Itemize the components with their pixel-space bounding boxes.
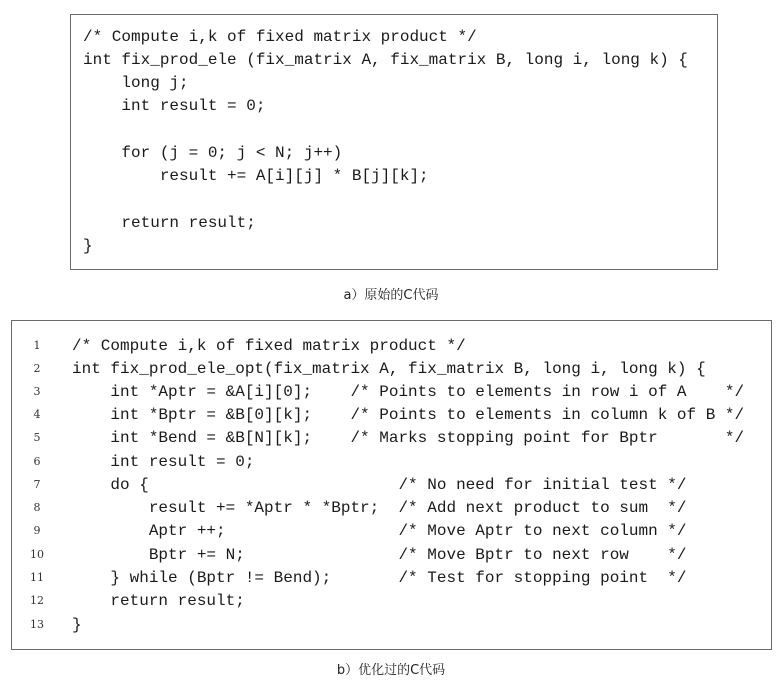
code-line: return result; — [83, 214, 256, 232]
code-line: } — [72, 616, 82, 634]
code-line: int *Bptr = &B[0][k]; /* Points to elements in column k of B */ — [72, 406, 745, 424]
code-line: /* Compute i,k of fixed matrix product */ — [83, 28, 477, 46]
code-line: int *Aptr = &A[i][0]; /* Points to elements in row i of A */ — [72, 383, 745, 401]
code-line: return result; — [72, 592, 245, 610]
line-number: 13 — [30, 618, 44, 631]
line-number: 12 — [30, 594, 44, 607]
line-number: 2 — [33, 362, 41, 375]
line-number: 3 — [33, 385, 41, 398]
code-line: do { /* No need for initial test */ — [72, 476, 687, 494]
line-number: 6 — [33, 455, 41, 468]
code-line: for (j = 0; j < N; j++) — [83, 144, 343, 162]
line-number: 4 — [33, 408, 41, 421]
code-line: /* Compute i,k of fixed matrix product */ — [72, 337, 466, 355]
original-code-box — [70, 14, 718, 270]
line-number: 10 — [30, 548, 44, 561]
code-line: int fix_prod_ele (fix_matrix A, fix_matrix B, long i, long k) { — [83, 51, 688, 69]
line-number: 9 — [33, 524, 41, 537]
code-line: Aptr ++; /* Move Aptr to next column */ — [72, 522, 687, 540]
line-number: 11 — [30, 571, 44, 584]
line-number: 5 — [33, 431, 41, 444]
code-line: } — [83, 237, 93, 255]
code-line: int *Bend = &B[N][k]; /* Marks stopping point for Bptr */ — [72, 429, 745, 447]
line-number: 1 — [33, 339, 41, 352]
code-line: result += A[i][j] * B[j][k]; — [83, 167, 429, 185]
code-line: int fix_prod_ele_opt(fix_matrix A, fix_matrix B, long i, long k) { — [72, 360, 706, 378]
optimized-code-box — [11, 320, 772, 650]
caption-original-code: a）原始的C代码 — [343, 288, 439, 303]
code-line: long j; — [83, 74, 189, 92]
code-line: int result = 0; — [72, 453, 255, 471]
caption-optimized-code: b）优化过的C代码 — [336, 663, 446, 678]
code-line: int result = 0; — [83, 97, 266, 115]
code-line: Bptr += N; /* Move Bptr to next row */ — [72, 546, 687, 564]
code-line: } while (Bptr != Bend); /* Test for stopping point */ — [72, 569, 687, 587]
code-line: result += *Aptr * *Bptr; /* Add next product to sum */ — [72, 499, 687, 517]
line-number: 7 — [33, 478, 41, 491]
line-number: 8 — [33, 501, 41, 514]
